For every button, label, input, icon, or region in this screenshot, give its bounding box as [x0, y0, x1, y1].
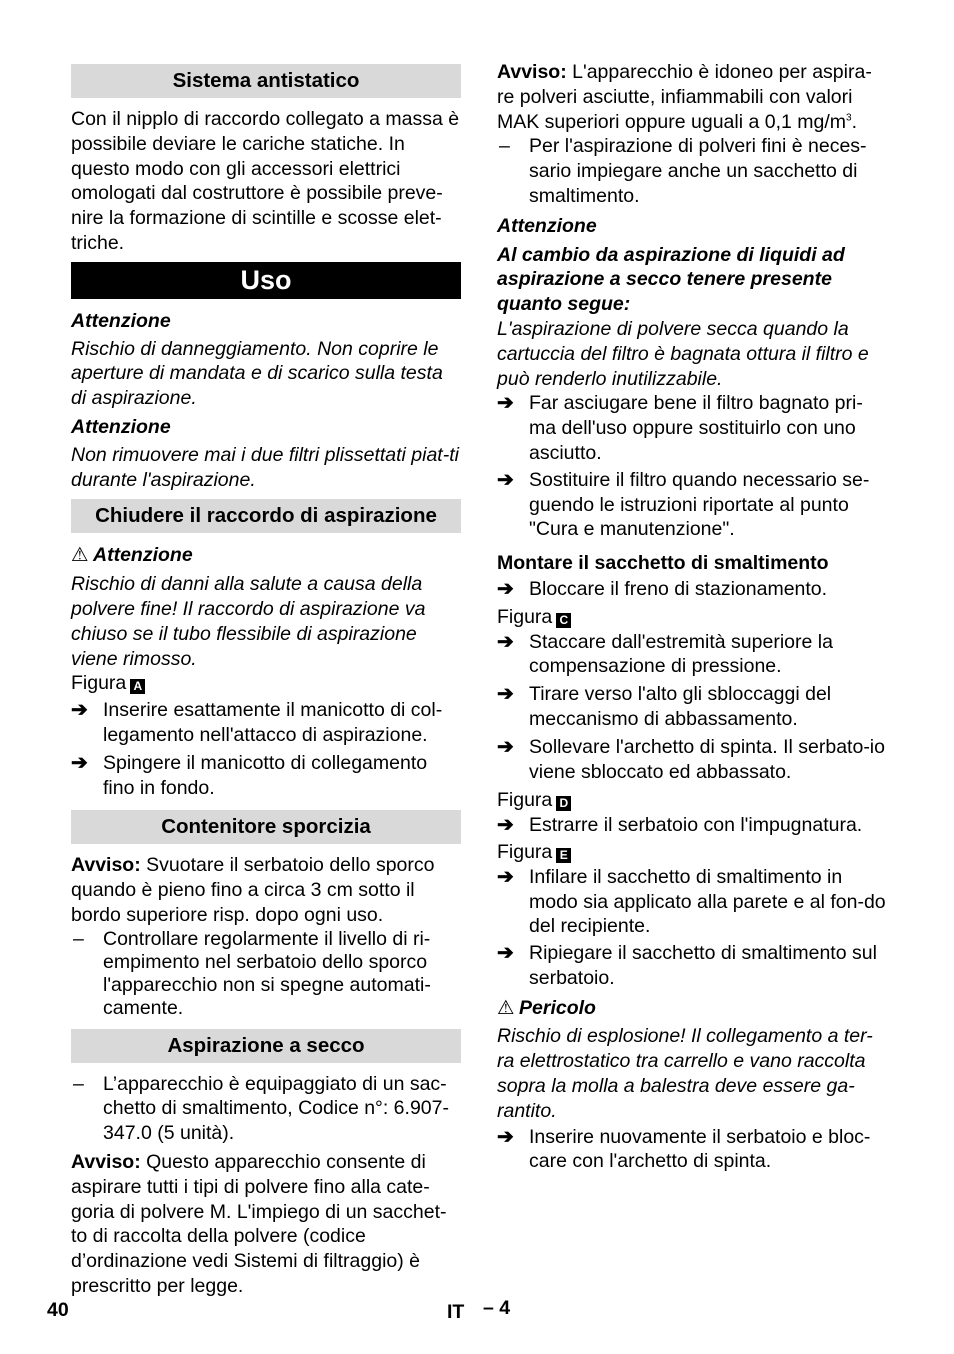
figure-ref: Figura A: [71, 671, 461, 696]
figure-letter-box: C: [556, 613, 571, 628]
step-item: ➔ Staccare dall'estremità superiore la compensazione di pressione.: [497, 630, 833, 678]
attention-label: Attenzione: [71, 309, 171, 332]
arrow-right-icon: ➔: [497, 1125, 514, 1148]
arrow-right-icon: ➔: [497, 814, 514, 837]
attention-bold-text: Al cambio da aspirazione di liquidi ad aspirazione a secco tenere presente quanto segue:: [497, 243, 845, 316]
arrow-right-icon: ➔: [497, 683, 514, 706]
notice-paragraph: Avviso: Svuotare il serbatoio dello sporco quando è pieno fino a circa 3 cm sotto il bordo superiore risp. dopo ogni uso.: [71, 854, 435, 926]
attention-text: Non rimuovere mai i due filtri plissettati piat-ti durante l'aspirazione.: [71, 443, 459, 491]
step-item: ➔ Infilare il sacchetto di smaltimento in modo sia applicato alla parete e al fon-do del recipiente.: [497, 865, 886, 938]
step-item: ➔ Spingere il manicotto di collegamento fino in fondo.: [71, 751, 428, 799]
step-item: ➔ Inserire nuovamente il serbatoio e bloc-care con l'archetto di spinta.: [497, 1125, 871, 1173]
step-item: ➔ Estrarre il serbatoio con l'impugnatura.: [497, 814, 863, 837]
arrow-right-icon: ➔: [71, 751, 88, 774]
arrow-right-icon: ➔: [497, 735, 514, 758]
attention-text: L'aspirazione di polvere secca quando la cartuccia del filtro è bagnata ottura il filtro e può renderlo inutilizzabile.: [497, 317, 869, 390]
danger-text: Rischio di esplosione! Il collegamento a ter-ra elettrostatico tra carrello e vano raccolta sopra la molla a balestra deve essere ga-rantito.: [497, 1025, 873, 1122]
dash-item: – L’apparecchio è equipaggiato di un sac-chetto di smaltimento, Codice n°: 6.907-347.0 (5 unità).: [73, 1072, 449, 1145]
dash-icon: –: [73, 1072, 84, 1095]
dash-icon: –: [499, 135, 510, 158]
left-column: [71, 60, 461, 1299]
arrow-right-icon: ➔: [497, 392, 514, 415]
danger-warning: [497, 996, 887, 1021]
section-heading-aspirazione-secco: Aspirazione a secco: [71, 1029, 461, 1063]
attention-label: Attenzione: [71, 415, 171, 438]
figure-letter-box: E: [556, 848, 571, 863]
section-heading-contenitore: Contenitore sporcizia: [71, 810, 461, 844]
step-item: ➔ Ripiegare il sacchetto di smaltimento sul serbatoio.: [497, 942, 877, 989]
figure-letter-box: A: [130, 679, 145, 694]
arrow-right-icon: ➔: [497, 577, 514, 600]
notice-paragraph: Avviso: Questo apparecchio consente di aspirare tutti i tipi di polvere fino alla cate-goria di polvere M. L'impiego di un sacchet-to di raccolta della polvere (codice d’ordinazione vedi Sistemi di filtraggio) è prescritto per legge.: [71, 1150, 447, 1297]
notice-paragraph: Avviso: L'apparecchio è idoneo per aspira-re polveri asciutte, infiammabili con valori MAK superiori oppure uguali a 0,1 $mg/m^3$.: [497, 61, 872, 133]
arrow-right-icon: ➔: [71, 699, 88, 722]
step-item: ➔ Inserire esattamente il manicotto di col-legamento nell'attacco di aspirazione.: [71, 699, 443, 746]
arrow-right-icon: ➔: [497, 468, 514, 491]
attention-label: Attenzione: [497, 214, 597, 237]
right-column: [497, 60, 887, 1174]
antistatico-text: Con il nipplo di raccordo collegato a massa è possibile deviare le cariche statiche. In questo modo con gli accessori elettrici omologati dal costruttore è possibile preve-nire la formazione di scintille e scosse elet-triche.: [71, 108, 460, 254]
step-item: ➔ Tirare verso l'alto gli sbloccaggi del meccanismo di abbassamento.: [497, 683, 832, 730]
subsection-heading-sacchetto: Montare il sacchetto di smaltimento: [497, 552, 829, 575]
danger-label: Pericolo: [519, 996, 596, 1019]
step-item: ➔ Far asciugare bene il filtro bagnato pri-ma dell'uso oppure sostituirlo con uno asciutto.: [497, 392, 863, 464]
chapter-heading-uso: Uso: [71, 262, 461, 299]
section-heading-antistatico: Sistema antistatico: [71, 64, 461, 98]
step-item: ➔ Sostituire il filtro quando necessario se-guendo le istruzioni riportate al punto "Cura e manutenzione".: [497, 468, 870, 541]
figure-letter-box: D: [556, 796, 571, 811]
attention-label: Attenzione: [93, 544, 193, 567]
attention-text: Rischio di danneggiamento. Non coprire le aperture di mandata e di scarico sulla testa di aspirazione.: [71, 337, 443, 410]
attention-text: Rischio di danni alla salute a causa della polvere fine! Il raccordo di aspirazione va chiuso se il tubo flessibile di aspirazione viene rimosso.: [71, 573, 426, 670]
language-code: IT: [447, 1301, 465, 1323]
arrow-right-icon: ➔: [497, 630, 514, 653]
dash-icon: –: [73, 927, 84, 950]
warning-attention: [71, 543, 461, 568]
dash-item: – Per l'aspirazione di polveri fini è neces-sario impiegare anche un sacchetto di smaltimento.: [499, 135, 867, 207]
arrow-right-icon: ➔: [497, 942, 514, 965]
warning-triangle-icon: ⚠: [497, 996, 515, 1019]
figure-ref: Figura C: [497, 605, 887, 630]
warning-triangle-icon: ⚠: [71, 544, 89, 567]
figure-ref: Figura D: [497, 788, 887, 813]
section-heading-raccordo: Chiudere il raccordo di aspirazione: [71, 499, 461, 533]
dash-item: – Controllare regolarmente il livello di ri-empimento nel serbatoio dello sporco l'apparecchio non si spegne automati-camente.: [73, 927, 431, 1020]
figure-ref: Figura E: [497, 840, 887, 865]
step-item: ➔ Bloccare il freno di stazionamento.: [497, 577, 828, 600]
section-number: – 4: [483, 1297, 511, 1319]
page-number: 40: [47, 1299, 69, 1321]
arrow-right-icon: ➔: [497, 865, 514, 888]
step-item: ➔ Sollevare l'archetto di spinta. Il serbato-io viene sbloccato ed abbassato.: [497, 735, 885, 783]
